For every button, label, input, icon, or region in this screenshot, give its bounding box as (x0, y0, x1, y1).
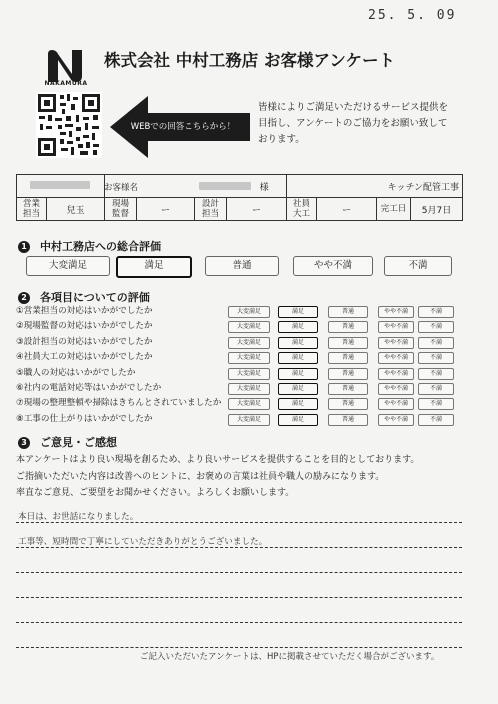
rating-option[interactable]: やや不満 (378, 398, 414, 410)
rating-option[interactable]: 大変満足 (228, 321, 270, 333)
carpenter-value: ー (317, 198, 377, 221)
web-answer-label[interactable]: WEBでの回答こちらから！ (130, 122, 236, 132)
question-row (16, 304, 466, 319)
rating-option[interactable]: 満足 (278, 321, 318, 333)
rating-option[interactable]: 満足 (278, 398, 318, 410)
question-row (16, 381, 466, 396)
completion-value: 5月7日 (411, 198, 463, 221)
rating-option[interactable]: 不満 (418, 368, 454, 380)
comment-rule (16, 547, 462, 548)
question-label: ①営業担当の対応はいかがでしたか (16, 306, 153, 316)
customer-label: お客様名 (104, 182, 139, 193)
rating-option[interactable]: やや不満 (378, 352, 414, 364)
rating-option[interactable]: 不満 (418, 321, 454, 333)
question-row (16, 396, 466, 411)
overall-option[interactable]: 普通 (205, 256, 279, 276)
question-label: ⑦現場の整理整頓や掃除はきちんとされていましたか (16, 398, 222, 409)
carpenter-label: 社員大工 (287, 198, 317, 221)
rating-option[interactable]: 大変満足 (228, 414, 270, 426)
rating-option[interactable]: 満足 (278, 306, 318, 318)
comment-rule (16, 597, 462, 598)
overall-option[interactable]: やや不満 (293, 256, 373, 276)
rating-option[interactable]: 普通 (328, 337, 368, 349)
rating-option[interactable]: 不満 (418, 414, 454, 426)
rating-option[interactable]: 不満 (418, 337, 454, 349)
rating-option[interactable]: 大変満足 (228, 383, 270, 395)
question-label: ③設計担当の対応はいかがでしたか (16, 336, 153, 347)
question-row (16, 350, 466, 365)
rating-option[interactable]: やや不満 (378, 337, 414, 349)
rating-option[interactable]: 満足 (278, 383, 318, 395)
question-label: ②現場監督の対応はいかがでしたか (16, 321, 153, 332)
site-label: 現場監督 (105, 198, 137, 221)
overall-option[interactable]: 満足 (116, 256, 192, 278)
rating-option[interactable]: 普通 (328, 306, 368, 318)
project-name: キッチン配管工事 (287, 175, 463, 198)
redacted-field (17, 175, 105, 198)
question-label: ④社員大工の対応はいかがでしたか (16, 352, 153, 363)
design-label: 設計担当 (195, 198, 227, 221)
qr-code[interactable] (36, 92, 102, 158)
rating-option[interactable]: 普通 (328, 414, 368, 426)
question-label: ⑤職人の対応はいかがでしたか (16, 367, 136, 378)
site-value: ー (137, 198, 195, 221)
rating-option[interactable]: 大変満足 (228, 306, 270, 318)
rating-option[interactable]: やや不満 (378, 368, 414, 380)
overall-option[interactable]: 不満 (384, 256, 452, 276)
rating-option[interactable]: やや不満 (378, 321, 414, 333)
footer-note: ご記入いただいたアンケートは、HPに掲載させていただく場合がございます。 (140, 652, 440, 662)
rating-option[interactable]: 普通 (328, 352, 368, 364)
sales-label: 営業担当 (17, 198, 47, 221)
rating-option[interactable]: 満足 (278, 337, 318, 349)
rating-option[interactable]: 満足 (278, 368, 318, 380)
intro-text: 皆様によりご満足いただけるサービス提供を 目指し、アンケートのご協力をお願い致して おります。 (258, 102, 449, 145)
rating-option[interactable]: 満足 (278, 352, 318, 364)
comment-rule (16, 572, 462, 573)
comment-rule (16, 647, 462, 648)
question-row (16, 319, 466, 334)
opinion-instructions: 本アンケートはより良い現場を創るため、より良いサービスを提供することを目的としております。 ご指摘いただいた内容は改善へのヒントに、お褒めの言葉は社員や職人の励みになります。 率直なご意見、ご要望をお聞かせください。よろしくお願いします。 (16, 455, 420, 498)
rating-option[interactable]: 不満 (418, 383, 454, 395)
section-3-heading: 3 ご意見・ご感想 (18, 434, 117, 450)
completion-label: 完工日 (377, 198, 411, 221)
sales-value: 兒玉 (47, 198, 105, 221)
rating-option[interactable]: 大変満足 (228, 398, 270, 410)
customer-name-redacted (199, 182, 251, 190)
comment-rule (16, 522, 462, 523)
customer-cell (105, 175, 287, 198)
page-title: 株式会社 中村工務店 お客様アンケート (104, 51, 395, 70)
rating-option[interactable]: 不満 (418, 398, 454, 410)
design-value: ー (227, 198, 287, 221)
question-row (16, 335, 466, 350)
rating-option[interactable]: 不満 (418, 352, 454, 364)
comment-rule (16, 622, 462, 623)
rating-option[interactable]: 大変満足 (228, 337, 270, 349)
info-table (16, 174, 463, 221)
rating-option[interactable]: 普通 (328, 321, 368, 333)
customer-suffix: 様 (259, 182, 269, 193)
comment-line-1: 本日は、お世話になりました。 (18, 512, 139, 522)
rating-option[interactable]: 満足 (278, 414, 318, 426)
overall-option[interactable]: 大変満足 (26, 256, 110, 276)
question-label: ⑥社内の電話対応等はいかがでしたか (16, 383, 162, 393)
question-row (16, 412, 466, 427)
rating-option[interactable]: 大変満足 (228, 352, 270, 364)
section-1-heading: 1 中村工務店への総合評価 (18, 238, 161, 254)
rating-option[interactable]: 不満 (418, 306, 454, 318)
question-label: ⑧工事の仕上がりはいかがでしたか (16, 413, 153, 424)
rating-option[interactable]: 普通 (328, 398, 368, 410)
rating-option[interactable]: やや不満 (378, 383, 414, 395)
rating-option[interactable]: やや不満 (378, 414, 414, 426)
rating-option[interactable]: 普通 (328, 368, 368, 380)
section-2-heading: 2 各項目についての評価 (18, 289, 150, 305)
rating-option[interactable]: 普通 (328, 383, 368, 395)
question-row (16, 366, 466, 381)
rating-option[interactable]: やや不満 (378, 306, 414, 318)
date-stamp: 25. 5. 09 (368, 8, 457, 23)
rating-option[interactable]: 大変満足 (228, 368, 270, 380)
logo-text: NAKAMURA (44, 80, 88, 87)
comment-line-2: 工事等、短時間で丁寧にしていただきありがとうございました。 (18, 537, 268, 547)
